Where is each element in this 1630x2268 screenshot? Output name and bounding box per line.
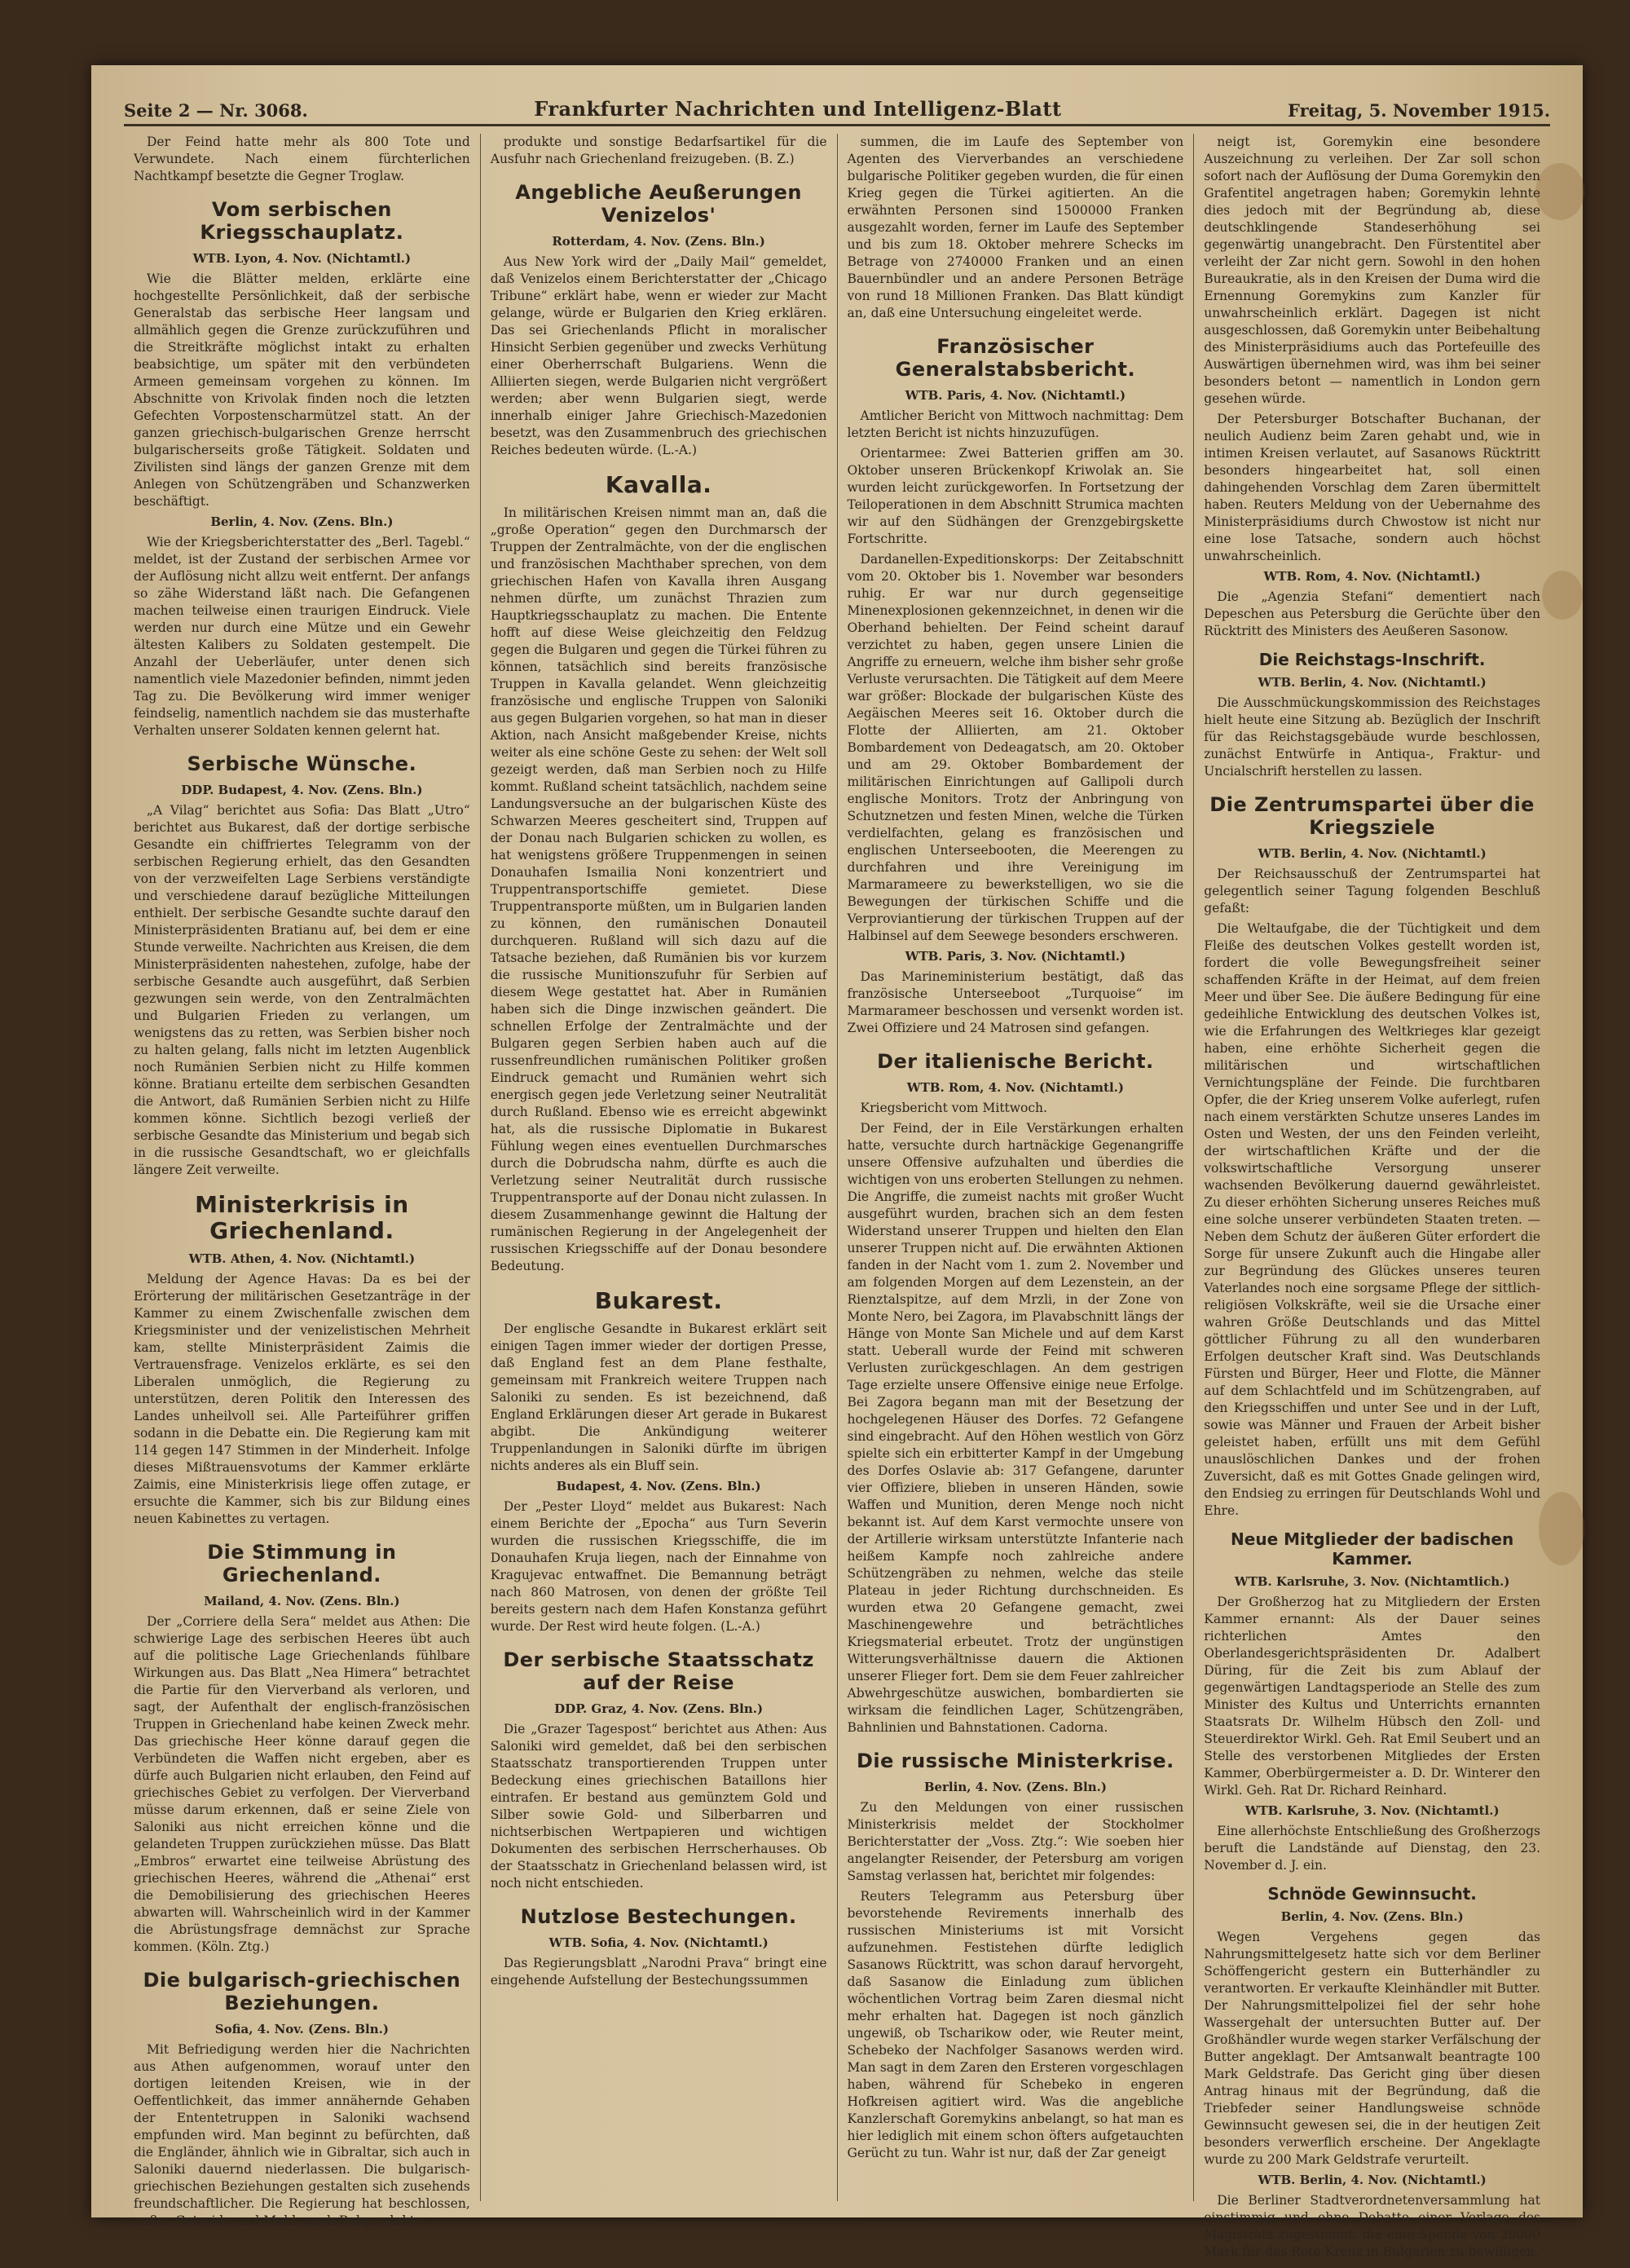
- article-paragraph: neigt ist, Goremykin eine besondere Auszeichnung zu verleihen. Der Zar soll schon sofort nach der Auflösung der Duma Goremykin den Grafentitel angetragen haben; Goremykin lehnte dies jedoch mit der Begründung ab, diese deutschklingende Standeserhöhung sei gegenwärtig unangebracht. Den Fürstentitel aber verleiht der Zar nicht gern. Sowohl in den hohen Bureaukratie, als in den Kreisen der Duma wird die Ernennung Goremykins zum Kanzler für unwahrscheinlich erklärt. Dagegen ist nicht ausgeschlossen, daß Goremykin unter Beibehaltung des Ministerpräsidiums auch das Portefeuille des Auswärtigen übernehmen wird, was ihm bei seiner besonders betont — namentlich in London gern gesehen würde.: [1204, 135, 1540, 406]
- article-dateline: Sofia, 4. Nov. (Zens. Bln.): [214, 2022, 389, 2036]
- article-paragraph: summen, die im Laufe des September von Agenten des Vierverbandes an verschiedene bulgarische Politiker gegeben wurden, die für einen Krieg gegen die Türkei agitierten. An die erwähnten Personen sind 1500000 Franken ausgezahlt worden, ferner im Laufe des September und bis zum 18. Oktober mehrere Schecks im Betrage von 2740000 Franken und an einen Bauernbündler und an andere Personen Beträge von rund 18 Millionen Franken. Das Blatt kündigt an, daß eine Untersuchung eingeleitet werde.: [847, 135, 1184, 320]
- column-3: [838, 134, 1195, 2201]
- article-paragraph: Der „Corriere della Sera“ meldet aus Athen: Die schwierige Lage des serbischen Heeres übt auch auf die politische Lage Griechenlands fühlbare Wirkungen aus. Das Blatt „Nea Himera“ betrachtet die Partie für den Vierverband als verloren, und sagt, der Aufenthalt der englisch-französischen Truppen in Griechenland habe keinen Zweck mehr. Das griechische Heer könne darauf gegen die Verbündeten die Waffen nicht ergeben, aber es dürfe auch Bulgarien nicht erlauben, den Feind auf griechisches Gebiet zu verfolgen. Der Vierverband müsse darum erkennen, daß er seine Ziele von Saloniki aus nicht erreichen könne und die gelandeten Truppen zurückziehen müsse. Das Blatt „Embros“ erwartet eine teilweise Abrüstung des griechischen Heeres, während die „Athenai“ erst die Demobilisierung des griechischen Heeres abwarten will. Wahrscheinlich wird in der Kammer die Abrüstungsfrage demnächst zur Sprache kommen. (Köln. Ztg.): [134, 1614, 470, 1954]
- article-columns: [124, 134, 1550, 2259]
- article-paragraph: Meldung der Agence Havas: Da es bei der Erörterung der militärischen Gesetzanträge in der Kammer zu einem Zwischenfalle zwischen dem Kriegsminister und der venizelistischen Mehrheit kam, stellte Ministerpräsident Zaimis die Vertrauensfrage. Venizelos erklärte, es sei den Liberalen unmöglich, die Regierung zu unterstützen, deren Politik den Interessen des Landes unheilvoll sei. Alle Parteiführer griffen sodann in die Debatte ein. Die Regierung kam mit 114 gegen 147 Stimmen in der Minderheit. Infolge dieses Mißtrauensvotums der Kammer erklärte Zaimis, eine Ministerkrisis liege offen zutage, er ersuchte die Kammer, sich bis zur Bildung eines neuen Kabinettes zu vertagen.: [134, 1272, 470, 1526]
- article-headline: Nutzlose Bestechungen.: [520, 1905, 797, 1928]
- article-headline: Französischer Generalstabsbericht.: [895, 335, 1136, 381]
- article-dateline: Berlin, 4. Nov. (Zens. Bln.): [1280, 1909, 1464, 1924]
- article-dateline: WTB. Lyon, 4. Nov. (Nichtamtl.): [192, 251, 412, 266]
- article-subheadline: Neue Mitglieder der badischen Kammer.: [1231, 1529, 1514, 1569]
- article-dateline: Berlin, 4. Nov. (Zens. Bln.): [210, 514, 394, 529]
- article-dateline: WTB. Berlin, 4. Nov. (Nichtamtl.): [1258, 846, 1487, 861]
- article-paragraph: In militärischen Kreisen nimmt man an, daß die „große Operation“ gegen den Durchmarsch der Truppen der Zentralmächte, von der die englischen und französischen Machthaber sprechen, von dem griechischen Hafen von Kavalla ihren Ausgang nehmen dürfte, um zunächst Thrazien zum Hauptkriegsschauplatz zu machen. Die Entente hofft auf diese Weise gleichzeitig den Feldzug gegen die Bulgaren und gegen die Türkei führen zu können, tatsächlich sind bereits französische Truppen in Kavalla gelandet. Wenn gleichzeitig französische und englische Truppen von Saloniki aus gegen Bulgarien vorgehen, so hat man in dieser Aktion, nach Ansicht maßgebender Kreise, nichts weiter als eine schöne Geste zu sehen: der Welt soll gezeigt werden, daß man Serbien noch zu Hilfe kommt. Rußland scheint tatsächlich, nachdem seine Landungsversuche an der bulgarischen Küste des Schwarzen Meeres gescheitert sind, Truppen auf der Donau nach Bulgarien schicken zu wollen, es hat wenigstens größere Truppenmengen in seinen Donauhafen Ismailia Noni konzentriert und Truppentransportschiffe gemietet. Diese Truppentransporte müßten, um in Bulgarien landen zu können, den rumänischen Donauteil durchqueren. Rußland will sich dazu auf die Tatsache beziehen, daß Rumänien bis vor kurzem die russische Munitionszufuhr für Serbien auf diesem Wege gestattet hat. Aber in Rumänien haben sich die Dinge inzwischen geändert. Die schnellen Erfolge der Zentralmächte und der Bulgaren gegen Serbien haben auch auf die russenfreundlichen rumänischen Politiker großen Eindruck gemacht und Rumänien wehrt sich energisch gegen jede Verletzung seiner Neutralität durch Rußland. Ebenso wie es erreicht abgewinkt hat, als die russische Diplomatie in Bukarest Fühlung wegen eines eventuellen Durchmarsches durch die Dobrudscha nahm, dürfte es auch die Verletzung seiner Neutralität durch russische Truppentransporte auf der Donau nicht zulassen. In diesem Zusammenhange gewinnt die Haltung der rumänischen Regierung in der Angelegenheit der russischen Kriegsschiffe auf der Donau besondere Bedeutung.: [490, 505, 827, 1273]
- article-dateline: DDP. Budapest, 4. Nov. (Zens. Bln.): [181, 783, 423, 797]
- article-subheadline: Die Reichstags-Inschrift.: [1258, 650, 1486, 669]
- article-paragraph: Der Petersburger Botschafter Buchanan, der neulich Audienz beim Zaren gehabt und, wie in intimen Kreisen verlautet, auf Sasanows Rücktritt besonders hingearbeitet hat, soll einen dahingehenden Vorschlag dem Zaren übermittelt haben. Reuters Meldung von der Uebernahme des Ministerpräsidiums durch Chwostow ist nicht nur eine lose Tatsache, sondern auch höchst unwahrscheinlich.: [1204, 412, 1540, 563]
- column-1: [124, 134, 481, 2228]
- article-paragraph: Das Marineministerium bestätigt, daß das französische Unterseeboot „Turquoise“ im Marmarameer beschossen und versenkt worden ist. Zwei Offiziere und 24 Matrosen sind gefangen.: [847, 969, 1184, 1035]
- article-paragraph: Die Ausschmückungskommission des Reichstages hielt heute eine Sitzung ab. Bezüglich der Inschrift für das Reichstagsgebäude wurde beschlossen, zunächst Entwürfe in Antiqua-, Fraktur- und Uncialschrift herstellen zu lassen.: [1204, 695, 1540, 779]
- article-subheadline: Schnöde Gewinnsucht.: [1267, 1884, 1477, 1904]
- article-dateline: WTB. Paris, 3. Nov. (Nichtamtl.): [905, 949, 1126, 964]
- article-paragraph: Der Reichsausschuß der Zentrumspartei hat gelegentlich seiner Tagung folgenden Beschluß gefaßt:: [1204, 867, 1540, 916]
- newspaper-title: Frankfurter Nachrichten und Intelligenz-Blatt: [534, 97, 1062, 121]
- article-paragraph: Wegen Vergehens gegen das Nahrungsmittelgesetz hatte sich vor dem Berliner Schöffengericht gestern ein Butterhändler zu verantworten. Er verkaufte Kleinhändler mit Butter. Der Nahrungsmittelpolizei fiel der sehr hohe Wassergehalt der untersuchten Butter auf. Der Großhändler wurde wegen starker Verfälschung der Butter angeklagt. Der Amtsanwalt beantragte 100 Mark Geldstrafe. Das Gericht ging über diesen Antrag hinaus mit der Begründung, daß die Triebfeder seiner Handlungsweise schnöde Gewinnsucht gewesen sei, die in der heutigen Zeit besonders verwerflich erscheine. Der Angeklagte wurde zu 200 Mark Geldstrafe verurteilt.: [1204, 1930, 1540, 2167]
- masthead: [124, 88, 1550, 126]
- article-dateline: WTB. Berlin, 4. Nov. (Nichtamtl.): [1258, 675, 1487, 690]
- article-paragraph: Die „Grazer Tagespost“ berichtet aus Athen: Aus Saloniki wird gemeldet, daß bei den serbischen Staatsschatz transportierenden Truppen unter Bedeckung eines griechischen Bataillons hier eintrafen. Er bestand aus gemünztem Gold und Silber sowie Gold- und Silberbarren und nichtserbischen Wertpapieren und wichtigen Dokumenten des serbischen Herrscherhauses. Ob der Staatsschatz in Griechenland belassen wird, ist noch nicht entschieden.: [490, 1722, 827, 1891]
- article-headline: Der italienische Bericht.: [877, 1050, 1154, 1073]
- article-dateline: Berlin, 4. Nov. (Zens. Bln.): [923, 1780, 1107, 1794]
- article-headline: Bukarest.: [594, 1287, 723, 1314]
- article-headline: Der serbische Staatsschatz auf der Reise: [503, 1648, 814, 1694]
- article-paragraph: Reuters Telegramm aus Petersburg über bevorstehende Revirements innerhalb des russischen Ministeriums ist mit Vorsicht aufzunehmen. Festistehen dürfte lediglich Sasanows Rücktritt, was schon darauf hervorgeht, daß Sasanow die Einladung zum üblichen wöchentlichen Vortrag beim Zaren diesmal nicht mehr erhalten hat. Dagegen ist noch gänzlich ungewiß, ob Tscharikow oder, wie Reuter meint, Schebeko der Nachfolger Sasanows werden wird. Man sagt in dem Zaren den Ersteren vorgeschlagen haben, während für Schebeko in engeren Hofkreisen agitiert wird. Was die angebliche Kanzlerschaft Goremykins anbelangt, so hat man es hier lediglich mit einem schon öfters aufgetauchten Gerücht zu tun. Wahr ist nur, daß der Zar geneigt: [847, 1889, 1184, 2160]
- page-number: Seite 2 — Nr. 3068.: [124, 100, 308, 121]
- article-paragraph: produkte und sonstige Bedarfsartikel für die Ausfuhr nach Griechenland freizugeben. (B. Z.): [490, 135, 827, 166]
- issue-date: Freitag, 5. November 1915.: [1288, 100, 1550, 121]
- article-paragraph: Wie der Kriegsberichterstatter des „Berl. Tagebl.“ meldet, ist der Zustand der serbischen Armee vor der Auflösung nicht allzu weit entfernt. Der anfangs so zähe Widerstand läßt nach. Die Gefangenen machen teilweise einen traurigen Eindruck. Viele werden nur durch eine Mütze und ein Gewehr ältesten Kalibers zu Soldaten gestempelt. Die Anzahl der Ueberläufer, unter denen sich namentlich viele Mazedonier befinden, nimmt jeden Tag zu. Die Bevölkerung wird immer weniger feindselig, namentlich nachdem sie das musterhafte Verhalten unserer Soldaten kennen gelernt hat.: [134, 535, 470, 738]
- article-headline: Serbische Wünsche.: [187, 752, 417, 775]
- article-headline: Die Stimmung in Griechenland.: [207, 1541, 397, 1586]
- article-dateline: DDP. Graz, 4. Nov. (Zens. Bln.): [554, 1701, 764, 1716]
- article-headline: Angebliche Aeußerungen Venizelos': [515, 181, 802, 227]
- article-paragraph: Der Großherzog hat zu Mitgliedern der Ersten Kammer ernannt: Als der Dauer seines richterlichen Amtes den Oberlandesgerichtspräsidenten Dr. Adalbert Düring, für die Zeit bis zum Ablauf der gegenwärtigen Landtagsperiode an Stelle des zum Minister des Kultus und Unterrichts ernannten Staatsrats Dr. Wilhelm Hübsch den Zoll- und Steuerdirektor Wirkl. Geh. Rat Emil Seubert und an Stelle des verstorbenen Mitgliedes der Ersten Kammer, Oberbürgermeister a. D. Dr. Winterer den Wirkl. Geh. Rat Dr. Richard Reinhard.: [1204, 1595, 1540, 1798]
- newspaper-page: [91, 65, 1583, 2259]
- article-paragraph: Der englische Gesandte in Bukarest erklärt seit einigen Tagen immer wieder der dortigen Presse, daß England fest an dem Plane festhalte, gemeinsam mit Frankreich weitere Truppen nach Saloniki zu senden. Es ist bezeichnend, daß England Erklärungen dieser Art gerade in Bukarest abgibt. Die Ankündigung weiterer Truppenlandungen in Saloniki dürfte im übrigen nichts anderes als ein Bluff sein.: [490, 1322, 827, 1473]
- article-paragraph: Amtlicher Bericht von Mittwoch nachmittag: Dem letzten Bericht ist nichts hinzuzufügen.: [847, 408, 1184, 440]
- article-headline: Kavalla.: [605, 471, 712, 498]
- article-paragraph: Der Feind hatte mehr als 800 Tote und Verwundete. Nach einem fürchterlichen Nachtkampf besetzte die Gegner Troglaw.: [134, 135, 470, 183]
- article-headline: Ministerkrisis in Griechenland.: [195, 1191, 409, 1244]
- article-headline: Die Zentrumspartei über die Kriegsziele: [1209, 793, 1535, 839]
- article-paragraph: Wie die Blätter melden, erklärte eine hochgestellte Persönlichkeit, daß der serbische Generalstab das serbische Heer langsam und allmählich gegen die Grenze zurückzuführen und die Streitkräfte möglichst intakt zu erhalten beabsichtige, um später mit den verbündeten Armeen gemeinsam vorgehen zu können. Im Abschnitte von Krivolak finden noch die letzten Gefechten Vorpostenscharmützel statt. An der ganzen griechisch-bulgarischen Grenze herrscht bulgarischerseits große Tätigkeit. Soldaten und Zivilisten sind längs der ganzen Grenze mit dem Anlegen von Schützengräben und Schanzwerken beschäftigt.: [134, 271, 470, 509]
- article-paragraph: Eine allerhöchste Entschließung des Großherzogs beruft die Landstände auf Dienstag, den 23. November d. J. ein.: [1204, 1824, 1540, 1873]
- column-2: [481, 134, 838, 2201]
- article-dateline: WTB. Athen, 4. Nov. (Nichtamtl.): [188, 1251, 416, 1266]
- article-paragraph: Aus New York wird der „Daily Mail“ gemeldet, daß Venizelos einem Berichterstatter der „Chicago Tribune“ erklärt habe, wenn er wieder zur Macht gelange, würde er Bulgarien den Krieg erklären. Das sei Griechenlands Pflicht in moralischer Hinsicht Serbien gegenüber und zwecks Verhütung einer Oberherrschaft Bulgariens. Wenn die Alliierten siegen, werde Bulgarien nicht vergrößert werden; aber wenn Bulgarien siegt, werde innerhalb einiger Jahre Griechisch-Mazedonien besetzt, was den Zusammenbruch des griechischen Reiches bedeuten würde. (L.-A.): [490, 254, 827, 457]
- article-paragraph: Mit Befriedigung werden hier die Nachrichten aus Athen aufgenommen, worauf unter den dortigen leitenden Kreisen, wie in der Oeffentlichkeit, das immer annähernde Gehaben der Ententetruppen in Saloniki wachsend empfunden wird. Man beginnt zu befürchten, daß die Engländer, ähnlich wie in Gibraltar, sich auch in Saloniki dauernd niederlassen. Die bulgarisch-griechischen Beziehungen gestalten sich zusehends freundschaftlicher. Die Regierung hat beschlossen, außer Getreide und Mehl, auch Rohprodukte: [134, 2042, 470, 2228]
- article-dateline: WTB. Karlsruhe, 3. Nov. (Nichtamtlich.): [1234, 1574, 1510, 1589]
- article-dateline: WTB. Berlin, 4. Nov. (Nichtamtl.): [1258, 2173, 1487, 2187]
- article-paragraph: Die Berliner Stadtverordnetenversammlung hat einstimmig und ohne Debatte einer Vorlage des Magistrats zugestimmt, die eine Spende von 20000 Mark für das Rote Kreuz in Bulgarien zu bewilligen.: [1204, 2193, 1540, 2259]
- article-dateline: WTB. Rom, 4. Nov. (Nichtamtl.): [906, 1080, 1124, 1095]
- article-paragraph: Die „Agenzia Stefani“ dementiert nach Depeschen aus Petersburg die Gerüchte über den Rücktritt des Ministers des Aeußeren Sasonow.: [1204, 589, 1540, 638]
- article-dateline: Rotterdam, 4. Nov. (Zens. Bln.): [552, 234, 765, 249]
- article-dateline: Budapest, 4. Nov. (Zens. Bln.): [556, 1479, 761, 1494]
- article-dateline: Mailand, 4. Nov. (Zens. Bln.): [204, 1594, 400, 1608]
- article-dateline: WTB. Sofia, 4. Nov. (Nichtamtl.): [548, 1935, 769, 1950]
- article-headline: Vom serbischen Kriegsschauplatz.: [200, 198, 404, 244]
- article-dateline: WTB. Paris, 4. Nov. (Nichtamtl.): [905, 388, 1126, 403]
- column-4: [1194, 134, 1550, 2259]
- article-headline: Die bulgarisch-griechischen Beziehungen.: [143, 1969, 461, 2014]
- article-dateline: WTB. Rom, 4. Nov. (Nichtamtl.): [1263, 569, 1481, 584]
- article-paragraph: Dardanellen-Expeditionskorps: Der Zeitabschnitt vom 20. Oktober bis 1. November war besonders ruhig. Er war nur durch gegenseitige Minenexplosionen gekennzeichnet, in denen wir die Oberhand behielten. Der Feind scheint darauf verzichtet zu haben, gegen unsere Linien die Angriffe zu erneuern, welche ihm bisher sehr große Verluste verursachten. Die Tätigkeit auf dem Meere war größer: Blockade der bulgarischen Küste des Aegäischen Meeres seit 16. Oktober durch die Flotte der Alliierten, am 21. Oktober Bombardement von Dedeagatsch, am 20. Oktober und am 29. Oktober Bombardement der militärischen Einrichtungen auf Gallipoli durch englische Monitors. Trotz der Anbringung von Schutznetzen und festen Minen, welche die Türken verdielfachten, gelang es französischen und englischen Unterseebooten, die Meerengen zu durchfahren und ihre Vereinigung im Marmarameere zu bewerkstelligen, wo sie die Bewegungen der türkischen Schiffe und die Verproviantierung der türkischen Truppen auf der Halbinsel auf dem Seewege besonders erschweren.: [847, 552, 1184, 943]
- article-headline: Die russische Ministerkrise.: [857, 1750, 1174, 1772]
- article-paragraph: Der „Pester Lloyd“ meldet aus Bukarest: Nach einem Berichte der „Epocha“ aus Turn Severin wurden die russischen Kriegsschiffe, die im Donauhafen Kruja liegen, nach der Einnahme von Kragujevac entwaffnet. Die Bemannung beträgt nach 860 Matrosen, von denen der größte Teil bereits gestern nach dem Hafen Konstanza geführt wurde. Der Rest wird heute folgen. (L.-A.): [490, 1499, 827, 1634]
- article-paragraph: „A Vilag“ berichtet aus Sofia: Das Blatt „Utro“ berichtet aus Bukarest, daß der dortige serbische Gesandte ein chiffriertes Telegramm von der serbischen Regierung erhielt, das den Gesandten von der verzweifelten Lage Serbiens verständigte und verschiedene darauf bezügliche Mitteilungen enthielt. Der serbische Gesandte suchte darauf den Ministerpräsidenten Bratianu auf, bei dem er eine Stunde verweilte. Nachrichten aus Kreisen, die dem Ministerpräsidenten nahestehen, zufolge, habe der serbische Gesandte auch ausgeführt, daß Serbien gezwungen sein werde, von den Zentralmächten und Bulgarien Frieden zu verlangen, um wenigstens das zu retten, was Serbien bisher noch zu halten gelang, falls nicht im letzten Augenblick noch Rumänien Serbien nicht zu Hilfe kommen könne. Bratianu erteilte dem serbischen Gesandten die Antwort, daß Rumänien Serbien nicht zu Hilfe kommen könne. Sichtlich bezogi verließ der serbische Gesandte das Ministerium und begab sich in die russische Gesandtschaft, wo er gleichfalls längere Zeit verweilte.: [134, 803, 470, 1177]
- article-paragraph: Kriegsbericht vom Mittwoch.: [860, 1101, 1047, 1115]
- article-paragraph: Die Weltaufgabe, die der Tüchtigkeit und dem Fleiße des deutschen Volkes gestellt worden ist, fordert die volle Bewegungsfreiheit seiner schaffenden Kräfte in der Heimat, auf dem freien Meer und über See. Die äußere Bedingung für eine gedeihliche Entwicklung des deutschen Volkes ist, wie die Erfahrungen des Weltkrieges klar gezeigt haben, eine erhöhte Sicherheit gegen die militärischen und wirtschaftlichen Vernichtungspläne der Feinde. Die furchtbaren Opfer, die der Krieg unserem Volke auferlegt, rufen nach einem verstärkten Schutze unseres Landes im Osten und Westen, der uns den Feinden verleiht, der wirtschaftlichen Kräfte und der die volkswirtschaftliche Versorgung unserer wachsenden Bevölkerung dauernd gewährleistet. Zu dieser erhöhten Sicherung unseres Reiches muß eine solche unserer verbündeten Staaten treten. — Neben dem Schutz der äußeren Güter erfordert die Sorge für unsere Zukunft auch die Hingabe aller zur Begründung des Glückes unseres teuren Vaterlandes noch eine sorgsame Pflege der sittlich-religiösen Volkskräfte, weil sie die Ursache einer wahren Größe Deutschlands und das Mittel göttlicher Führung zu all den wunderbaren Erfolgen deutscher Kraft sind. Was Deutschlands Fürsten und Bürger, Heer und Flotte, die Männer auf dem Schlachtfeld und im Schützengraben, auf den Kriegsschiffen und unter See und in der Luft, sowie was Männer und Frauen der Arbeit bisher geleistet haben, erfüllt uns mit dem Gefühl unauslöschlichen Dankes und der frohen Zuversicht, daß es mit Gottes Gnade gelingen wird, den Endsieg zu erringen für Deutschlands Wohl und Ehre.: [1204, 921, 1540, 1518]
- article-dateline: WTB. Karlsruhe, 3. Nov. (Nichtamtl.): [1245, 1803, 1500, 1818]
- article-paragraph: Zu den Meldungen von einer russischen Ministerkrisis meldet der Stockholmer Berichterstatter der „Voss. Ztg.“: Wie soeben hier angelangter Reisender, der Petersburg am vorigen Samstag verlassen hat, berichtet mir folgendes:: [847, 1800, 1184, 1883]
- article-paragraph: Der Feind, der in Eile Verstärkungen erhalten hatte, versuchte durch hartnäckige Gegenangriffe unsere Offensive aufzuhalten und überdies die wichtigen von uns eroberten Stellungen zu nehmen. Die Angriffe, die zumeist nachts mit großer Wucht ausgeführt wurden, brachen sich an dem festen Widerstand unserer Truppen und hielten den Elan unserer Truppen nicht auf. Die erwähnten Aktionen fanden in der Nacht vom 1. zum 2. November und am folgenden Morgen auf dem Lezenstein, an der Rienztalspitze, auf dem Mrzli, in der Zone von Monte Nero, bei Zagora, im Plavabschnitt längs der Hänge von Monte San Michele und auf dem Karst statt. Ueberall wurde der Feind mit schweren Verlusten zurückgeschlagen. An dem gestrigen Tage erzielte unsere Offensive einige neue Erfolge. Bei Zagora begann man mit der Besetzung der hochgelegenen Häuser des Dorfes. 72 Gefangene sind eingebracht. Auf den Höhen westlich von Görz spielte sich ein erbitterter Kampf in der Umgebung des Dorfes Oslavie ab: 317 Gefangene, darunter vier Offiziere, blieben in unseren Händen, sowie Waffen und Munition, deren Menge noch nicht bekannt ist. Auf dem Karst vermochte unsere von der Artillerie wirksam unterstützte Infanterie nach heißem Kampfe noch zahlreiche andere Schützengräben zu nehmen, welche das steile Plateau in jeder Richtung durchschneiden. Es wurden etwa 20 Gefangene gemacht, zwei Maschinengewehre und beträchtliches Kriegsmaterial erbeutet. Trotz der ungünstigen Witterungsverhältnisse dauern die Aktionen unserer Flieger fort. Dem sie dem Feuer zahlreicher Abwehrgeschütze auswichen, bombardierten sie wirksam die feindlichen Lager, Schützengräben, Bahnlinien und Bahnstationen. Cadorna.: [847, 1121, 1184, 1735]
- article-paragraph: Das Regierungsblatt „Narodni Prava“ bringt eine eingehende Aufstellung der Bestechungssummen: [490, 1956, 827, 1988]
- article-paragraph: Orientarmee: Zwei Batterien griffen am 30. Oktober unseren Brückenkopf Kriwolak an. Sie wurden leicht zurückgeworfen. In Fortsetzung der Teiloperationen in dem Abschnitt Strumica machten wir auf den Südhängen der Grenzgebirgskette Fortschritte.: [847, 446, 1184, 546]
